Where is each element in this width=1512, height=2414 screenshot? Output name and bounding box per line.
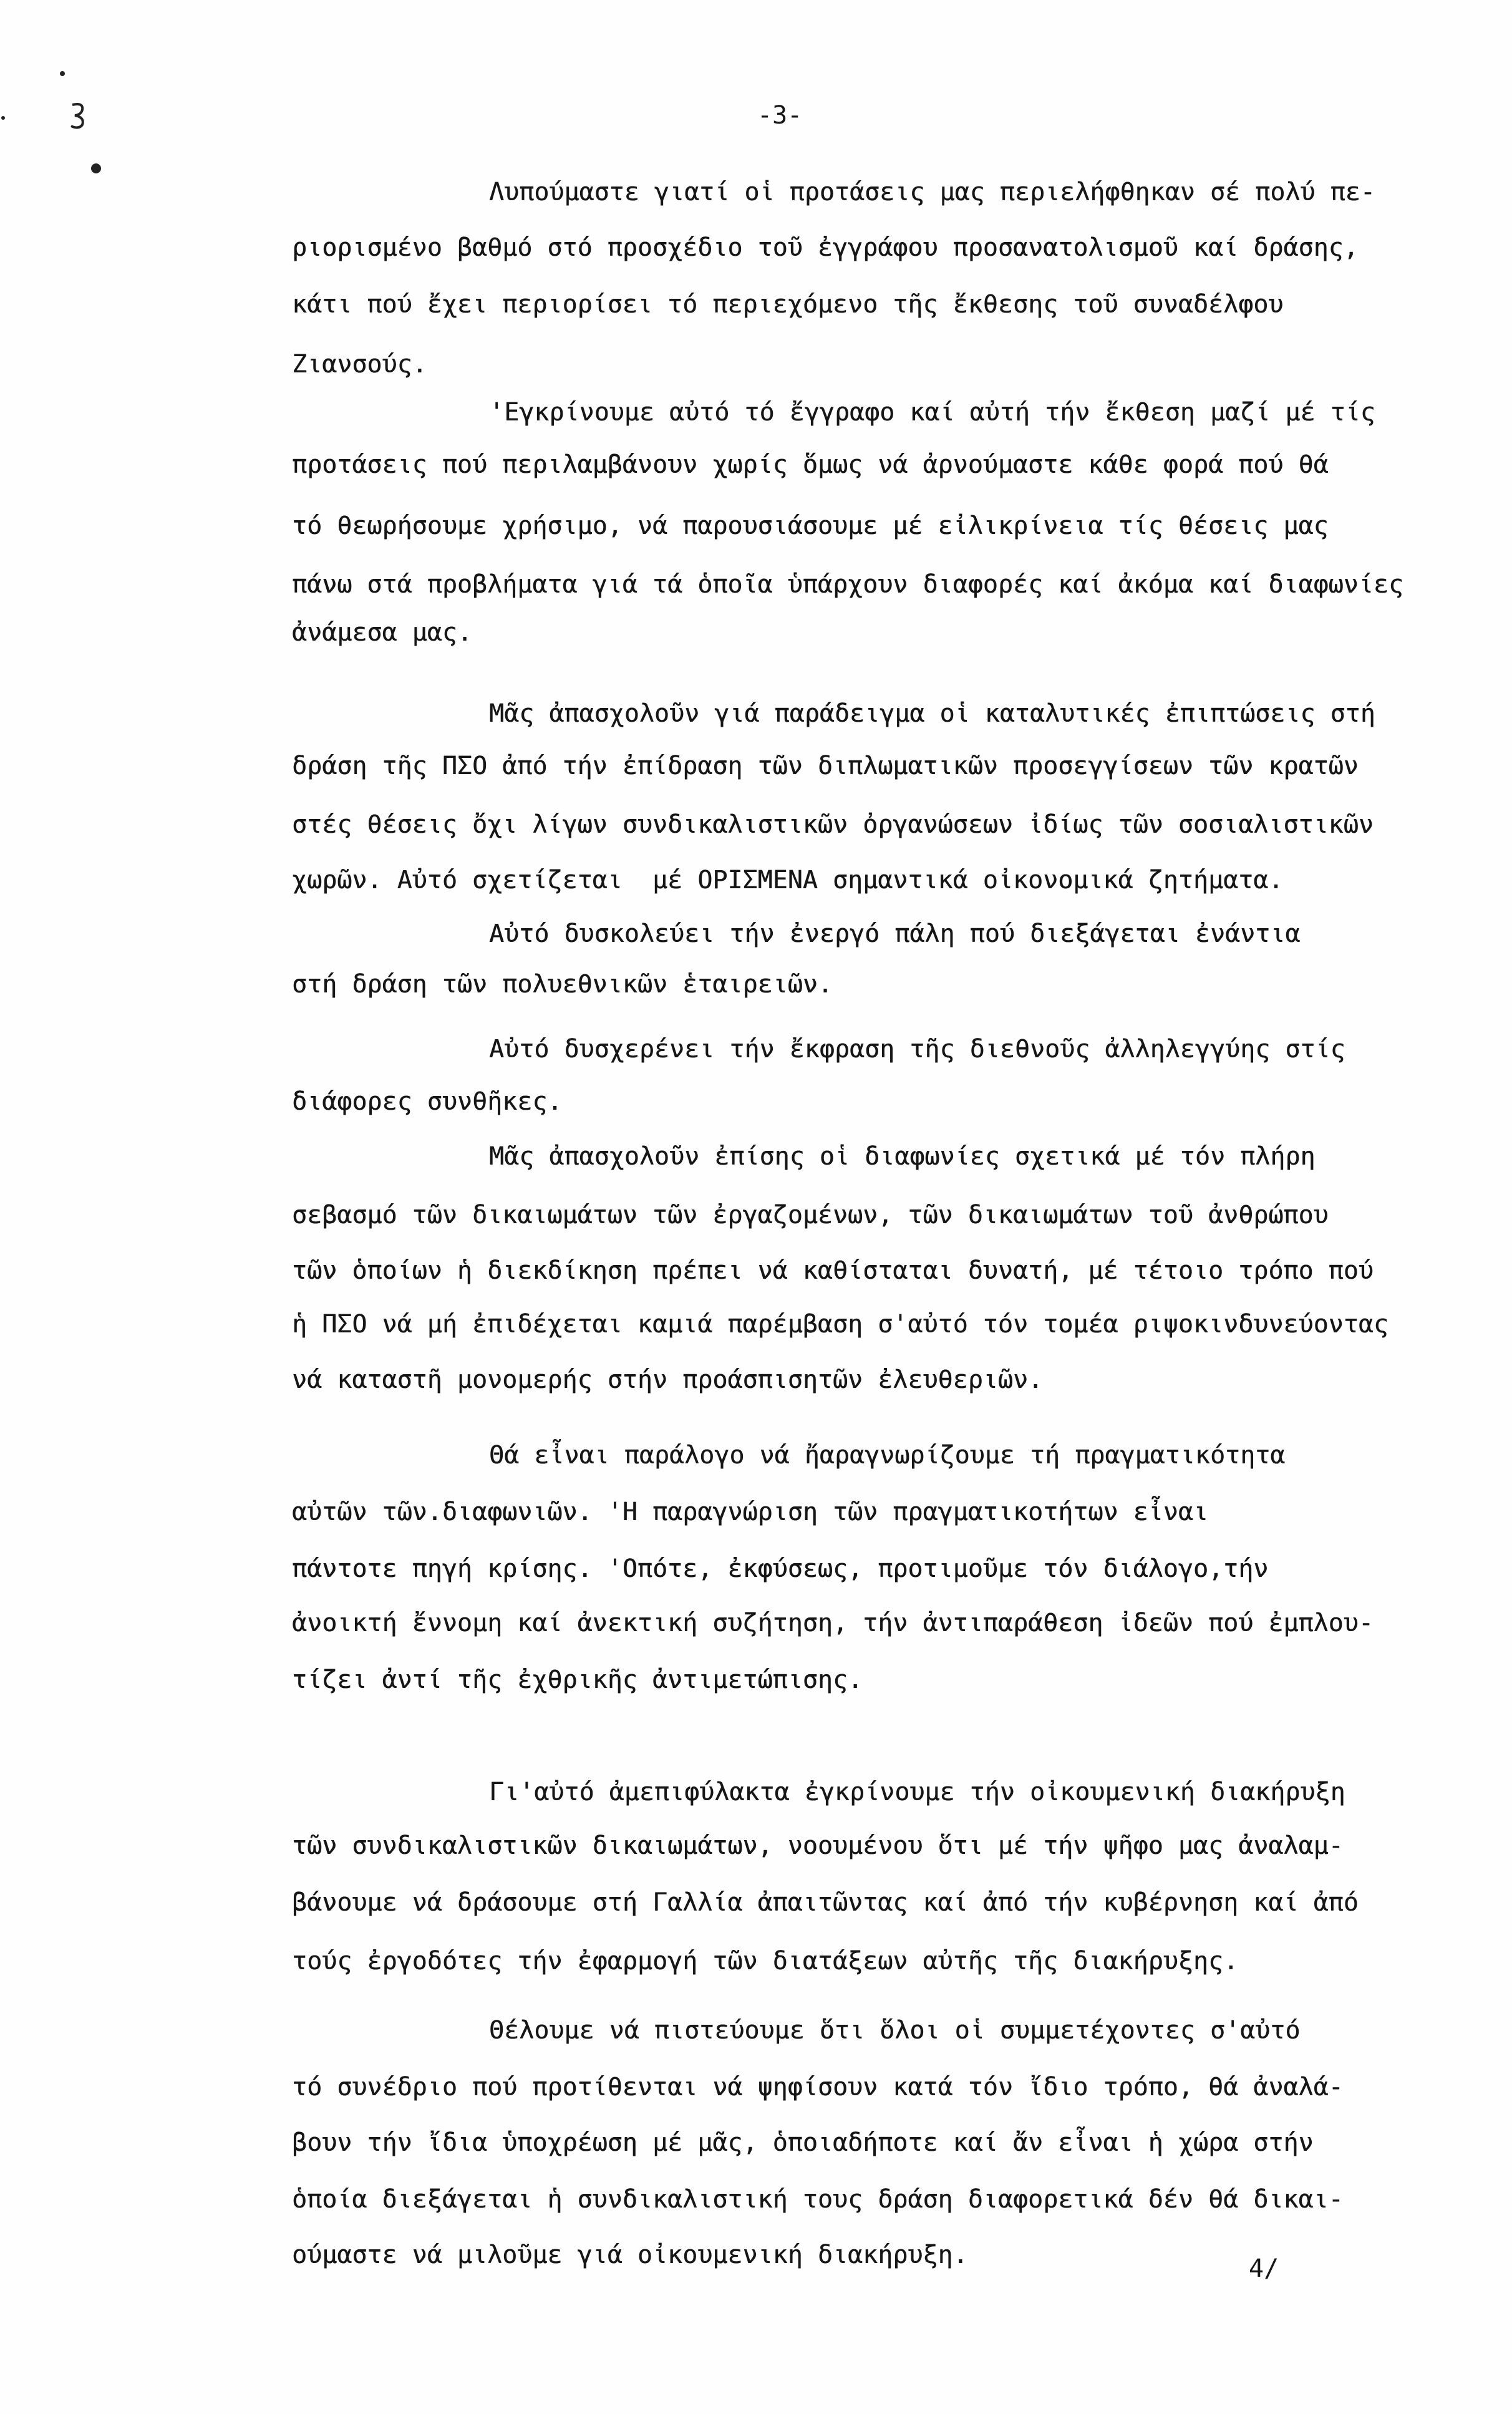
text-line: βουν τήν ἴδια ὑποχρέωση μέ μᾶς, ὁποιαδήποτε καί ἄν εἶναι ἡ χώρα στήν [292,2128,1314,2157]
text-line: Αὐτό δυσκολεύει τήν ἐνεργό πάλη πού διεξάγεται ἐνάντια [489,919,1301,948]
text-line: Αὐτό δυσχερένει τήν ἔκφραση τῆς διεθνοῦς ἀλληλεγγύης στίς [489,1035,1345,1064]
text-line: βάνουμε νά δράσουμε στή Γαλλία ἀπαιτῶντας καί ἀπό τήν κυβέρνηση καί ἀπό [292,1888,1359,1917]
text-line: ἡ ΠΣΟ νά μή ἐπιδέχεται καμιά παρέμβαση σ'αὐτό τόν τομέα ριψοκινδυνεύοντας [292,1310,1388,1339]
scan-speck [1,116,5,120]
text-line: σεβασμό τῶν δικαιωμάτων τῶν ἐργαζομένων, τῶν δικαιωμάτων τοῦ ἀνθρώπου [292,1201,1329,1229]
text-line: νά καταστῆ μονομερής στήν προάσπισητῶν ἐλευθεριῶν. [292,1365,1044,1394]
text-line: τῶν ὁποίων ἡ διεκδίκηση πρέπει νά καθίσταται δυνατή, μέ τέτοιο τρόπο πού [292,1256,1374,1285]
text-line: στή δράση τῶν πολυεθνικῶν ἑταιρειῶν. [292,970,833,999]
text-line: προτάσεις πού περιλαμβάνουν χωρίς ὅμως νά ἀρνούμαστε κάθε φορά πού θά [292,450,1329,479]
text-line: Μᾶς ἀπασχολοῦν ἐπίσης οἱ διαφωνίες σχετικά μέ τόν πλήρη [489,1142,1316,1171]
text-line: τό θεωρήσουμε χρήσιμο, νά παρουσιάσουμε μέ εἰλικρίνεια τίς θέσεις μας [292,511,1329,540]
text-line: Θά εἶναι παράλογο νά ἤαραγνωρίζουμε τή πραγματικότητα [489,1441,1286,1470]
text-line: αὐτῶν τῶν.διαφωνιῶν. 'Η παραγνώριση τῶν πραγματικοτήτων εἶναι [292,1498,1209,1526]
text-line: ἀνάμεσα μας. [292,618,472,647]
text-line: 'Εγκρίνουμε αὐτό τό ἔγγραφο καί αὐτή τήν ἔκθεση μαζί μέ τίς [489,398,1375,427]
text-line: Θέλουμε νά πιστεύουμε ὅτι ὅλοι οἱ συμμετέχοντες σ'αὐτό [489,2016,1301,2045]
text-line: ὁποία διεξάγεται ἡ συνδικαλιστική τους δράση διαφορετικά δέν θά δικαι- [292,2185,1344,2214]
text-line: ἀνοικτή ἔννομη καί ἀνεκτική συζήτηση, τήν ἀντιπαράθεση ἰδεῶν πού ἐμπλου- [292,1609,1374,1637]
text-line: Γι'αὐτό ἀμεπιφύλακτα ἐγκρίνουμε τήν οἰκουμενική διακήρυξη [489,1778,1345,1806]
text-line: δράση τῆς ΠΣΟ ἀπό τήν ἐπίδραση τῶν διπλωματικῶν προσεγγίσεων τῶν κρατῶν [292,752,1359,780]
continuation-marker: 4/ [1249,2254,1279,2283]
text-line: τῶν συνδικαλιστικῶν δικαιωμάτων, νοουμένου ὅτι μέ τήν ψῆφο μας ἀναλαμ- [292,1831,1344,1860]
text-line: τίζει ἀντί τῆς ἐχθρικῆς ἀντιμετώπισης. [292,1665,863,1694]
text-line: ριορισμένο βαθμό στό προσχέδιο τοῦ ἐγγράφου προσανατολισμοῦ καί δράσης, [292,233,1359,262]
text-line: διάφορες συνθῆκες. [292,1087,563,1116]
text-line: ούμαστε νά μιλοῦμε γιά οἰκουμενική διακήρυξη. [292,2241,968,2269]
text-line: Μᾶς ἀπασχολοῦν γιά παράδειγμα οἱ καταλυτικές ἐπιπτώσεις στή [489,699,1375,728]
text-line: τό συνέδριο πού προτίθενται νά ψηφίσουν κατά τόν ἴδιο τρόπο, θά ἀναλά- [292,2073,1344,2101]
text-line: κάτι πού ἔχει περιορίσει τό περιεχόμενο τῆς ἔκθεσης τοῦ συναδέλφου [292,290,1284,319]
text-line: τούς ἐργοδότες τήν ἐφαρμογή τῶν διατάξεων αὐτῆς τῆς διακήρυξης. [292,1947,1239,1975]
text-line: Ζιανσούς. [292,350,427,379]
scan-speck [60,71,65,76]
text-line: Λυπούμαστε γιατί οἱ προτάσεις μας περιελήφθηκαν σέ πολύ πε- [489,178,1375,206]
handwritten-mark-icon [67,100,92,131]
text-line: χωρῶν. Αὐτό σχετίζεται μέ ΟΡΙΣΜΕΝΑ σημαντικά οἰκονομικά ζητήματα. [292,866,1284,894]
text-line: πάντοτε πηγή κρίσης. 'Οπότε, ἐκφύσεως, προτιμοῦμε τόν διάλογο,τήν [292,1554,1269,1583]
page-number: -3- [757,101,803,130]
text-line: πάνω στά προβλήματα γιά τά ὁποῖα ὑπάρχουν διαφορές καί ἀκόμα καί διαφωνίες [292,570,1404,599]
scan-speck [91,163,101,173]
text-line: στές θέσεις ὄχι λίγων συνδικαλιστικῶν ὀργανώσεων ἰδίως τῶν σοσιαλιστικῶν [292,810,1374,839]
